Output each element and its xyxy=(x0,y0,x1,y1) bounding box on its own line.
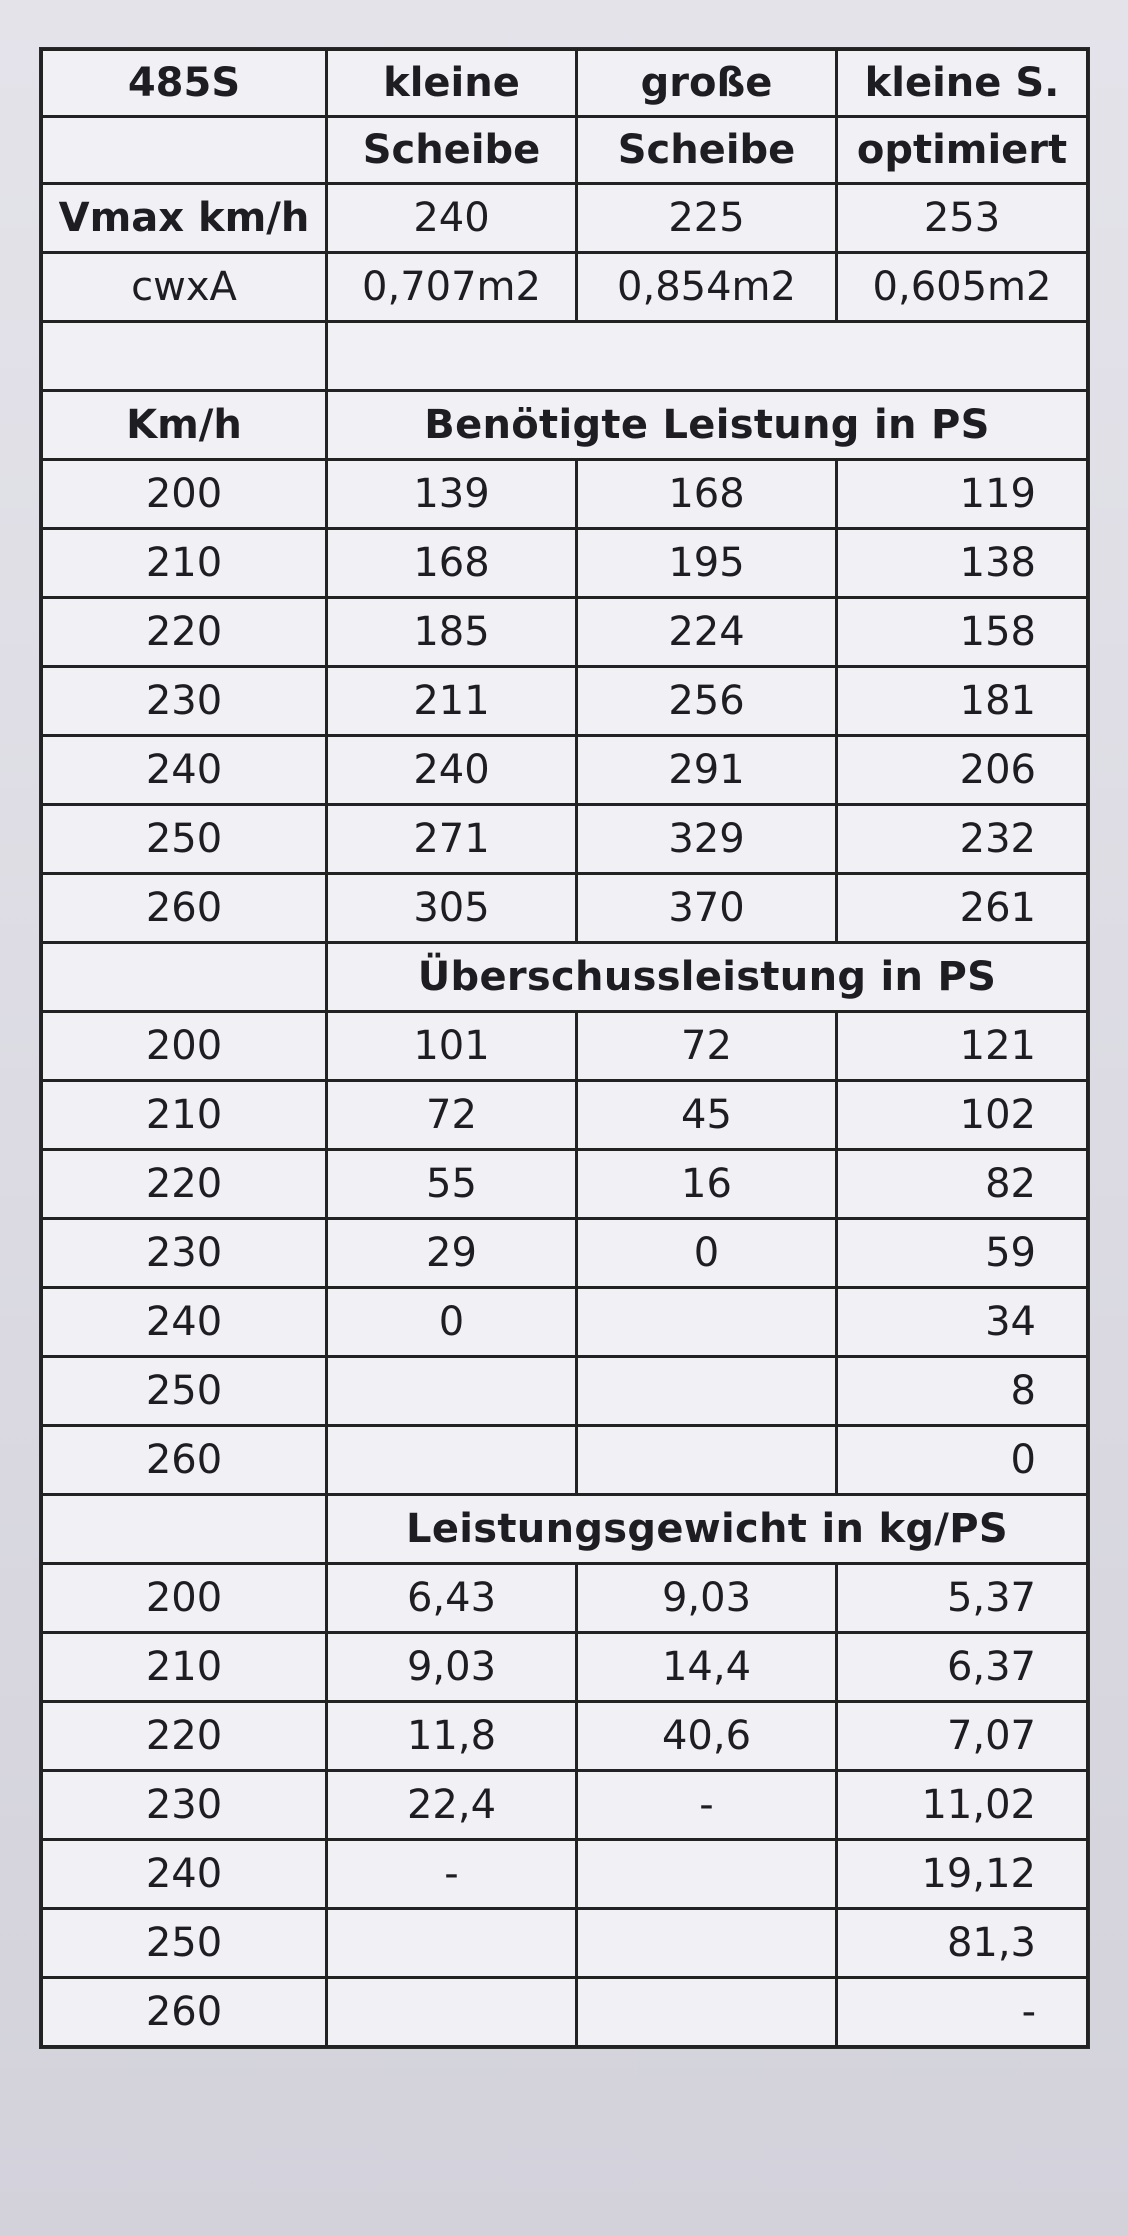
table-row xyxy=(42,874,1088,943)
value-cell: 185 xyxy=(327,598,577,667)
vmax-value: 240 xyxy=(327,184,577,253)
value-cell: 9,03 xyxy=(577,1564,837,1633)
header-row-1 xyxy=(42,50,1088,117)
value-cell xyxy=(577,1426,837,1495)
speed-cell: 250 xyxy=(42,1909,327,1978)
table-row xyxy=(42,667,1088,736)
table-row xyxy=(42,1909,1088,1978)
speed-column-label: Km/h xyxy=(42,391,327,460)
value-cell: 138 xyxy=(837,529,1088,598)
value-cell: 6,37 xyxy=(837,1633,1088,1702)
table-row xyxy=(42,1219,1088,1288)
table-row xyxy=(42,1771,1088,1840)
value-cell xyxy=(327,1426,577,1495)
value-cell: 19,12 xyxy=(837,1840,1088,1909)
column-header-line2: optimiert xyxy=(837,117,1088,184)
model-label: 485S xyxy=(42,50,327,117)
value-cell: 0 xyxy=(577,1219,837,1288)
value-cell: 72 xyxy=(327,1081,577,1150)
speed-cell: 250 xyxy=(42,805,327,874)
speed-cell: 200 xyxy=(42,1012,327,1081)
value-cell: 240 xyxy=(327,736,577,805)
table-row xyxy=(42,1357,1088,1426)
value-cell xyxy=(327,1978,577,2047)
vmax-value: 225 xyxy=(577,184,837,253)
column-header-line1: große xyxy=(577,50,837,117)
section-title: Benötigte Leistung in PS xyxy=(327,391,1088,460)
value-cell: 121 xyxy=(837,1012,1088,1081)
value-cell: 211 xyxy=(327,667,577,736)
value-cell: 16 xyxy=(577,1150,837,1219)
value-cell: 139 xyxy=(327,460,577,529)
speed-cell: 220 xyxy=(42,598,327,667)
empty-cell xyxy=(42,1495,327,1564)
value-cell: 11,8 xyxy=(327,1702,577,1771)
vmax-label: Vmax km/h xyxy=(42,184,327,253)
value-cell: 305 xyxy=(327,874,577,943)
value-cell: 224 xyxy=(577,598,837,667)
value-cell: 9,03 xyxy=(327,1633,577,1702)
value-cell xyxy=(577,1909,837,1978)
value-cell: 11,02 xyxy=(837,1771,1088,1840)
speed-cell: 230 xyxy=(42,1771,327,1840)
value-cell: 168 xyxy=(327,529,577,598)
value-cell: 181 xyxy=(837,667,1088,736)
speed-cell: 260 xyxy=(42,1978,327,2047)
value-cell: - xyxy=(577,1771,837,1840)
speed-cell: 200 xyxy=(42,460,327,529)
value-cell: 102 xyxy=(837,1081,1088,1150)
table-row xyxy=(42,1702,1088,1771)
performance-table xyxy=(40,48,1089,2048)
empty-cell xyxy=(327,322,1088,391)
table-row xyxy=(42,805,1088,874)
empty-cell xyxy=(42,322,327,391)
value-cell: 59 xyxy=(837,1219,1088,1288)
value-cell: 329 xyxy=(577,805,837,874)
value-cell: 0 xyxy=(327,1288,577,1357)
section-title: Überschussleistung in PS xyxy=(327,943,1088,1012)
value-cell xyxy=(577,1357,837,1426)
value-cell: 45 xyxy=(577,1081,837,1150)
section-title: Leistungsgewicht in kg/PS xyxy=(327,1495,1088,1564)
value-cell: - xyxy=(327,1840,577,1909)
speed-cell: 210 xyxy=(42,529,327,598)
value-cell: 0 xyxy=(837,1426,1088,1495)
table-row xyxy=(42,529,1088,598)
value-cell: 271 xyxy=(327,805,577,874)
value-cell xyxy=(327,1909,577,1978)
value-cell xyxy=(327,1357,577,1426)
value-cell: 195 xyxy=(577,529,837,598)
spacer-row xyxy=(42,322,1088,391)
table-row xyxy=(42,1426,1088,1495)
table-row xyxy=(42,598,1088,667)
table-row xyxy=(42,1012,1088,1081)
value-cell: 8 xyxy=(837,1357,1088,1426)
vmax-row xyxy=(42,184,1088,253)
table-row xyxy=(42,1150,1088,1219)
value-cell: - xyxy=(837,1978,1088,2047)
table-row xyxy=(42,1840,1088,1909)
value-cell: 119 xyxy=(837,460,1088,529)
speed-cell: 220 xyxy=(42,1702,327,1771)
speed-cell: 220 xyxy=(42,1150,327,1219)
value-cell xyxy=(577,1978,837,2047)
value-cell: 40,6 xyxy=(577,1702,837,1771)
value-cell xyxy=(577,1288,837,1357)
table-row xyxy=(42,1564,1088,1633)
value-cell: 261 xyxy=(837,874,1088,943)
value-cell: 158 xyxy=(837,598,1088,667)
table-row xyxy=(42,736,1088,805)
section-header-row xyxy=(42,943,1088,1012)
value-cell: 72 xyxy=(577,1012,837,1081)
speed-cell: 210 xyxy=(42,1633,327,1702)
value-cell: 232 xyxy=(837,805,1088,874)
value-cell: 14,4 xyxy=(577,1633,837,1702)
speed-cell: 260 xyxy=(42,874,327,943)
column-header-line1: kleine xyxy=(327,50,577,117)
table-row xyxy=(42,1081,1088,1150)
value-cell: 5,37 xyxy=(837,1564,1088,1633)
speed-cell: 240 xyxy=(42,736,327,805)
value-cell: 22,4 xyxy=(327,1771,577,1840)
speed-cell: 230 xyxy=(42,667,327,736)
speed-cell: 210 xyxy=(42,1081,327,1150)
value-cell: 370 xyxy=(577,874,837,943)
table-row xyxy=(42,460,1088,529)
speed-cell: 250 xyxy=(42,1357,327,1426)
table-row xyxy=(42,1978,1088,2047)
column-header-line2: Scheibe xyxy=(577,117,837,184)
value-cell: 55 xyxy=(327,1150,577,1219)
column-header-line2: Scheibe xyxy=(327,117,577,184)
column-header-line1: kleine S. xyxy=(837,50,1088,117)
cwxa-value: 0,854m2 xyxy=(577,253,837,322)
value-cell: 34 xyxy=(837,1288,1088,1357)
vmax-value: 253 xyxy=(837,184,1088,253)
cwxa-value: 0,605m2 xyxy=(837,253,1088,322)
section-header-row xyxy=(42,391,1088,460)
value-cell: 81,3 xyxy=(837,1909,1088,1978)
header-row-2 xyxy=(42,117,1088,184)
cwxa-label: cwxA xyxy=(42,253,327,322)
value-cell: 82 xyxy=(837,1150,1088,1219)
value-cell: 168 xyxy=(577,460,837,529)
speed-cell: 260 xyxy=(42,1426,327,1495)
speed-cell: 240 xyxy=(42,1288,327,1357)
value-cell xyxy=(577,1840,837,1909)
table-row xyxy=(42,1633,1088,1702)
section-header-row xyxy=(42,1495,1088,1564)
value-cell: 291 xyxy=(577,736,837,805)
value-cell: 256 xyxy=(577,667,837,736)
value-cell: 7,07 xyxy=(837,1702,1088,1771)
value-cell: 206 xyxy=(837,736,1088,805)
speed-cell: 200 xyxy=(42,1564,327,1633)
speed-cell: 230 xyxy=(42,1219,327,1288)
speed-cell: 240 xyxy=(42,1840,327,1909)
empty-cell xyxy=(42,117,327,184)
value-cell: 6,43 xyxy=(327,1564,577,1633)
value-cell: 29 xyxy=(327,1219,577,1288)
cwxa-value: 0,707m2 xyxy=(327,253,577,322)
empty-cell xyxy=(42,943,327,1012)
cwxa-row xyxy=(42,253,1088,322)
performance-table-body xyxy=(42,50,1088,2047)
table-row xyxy=(42,1288,1088,1357)
value-cell: 101 xyxy=(327,1012,577,1081)
